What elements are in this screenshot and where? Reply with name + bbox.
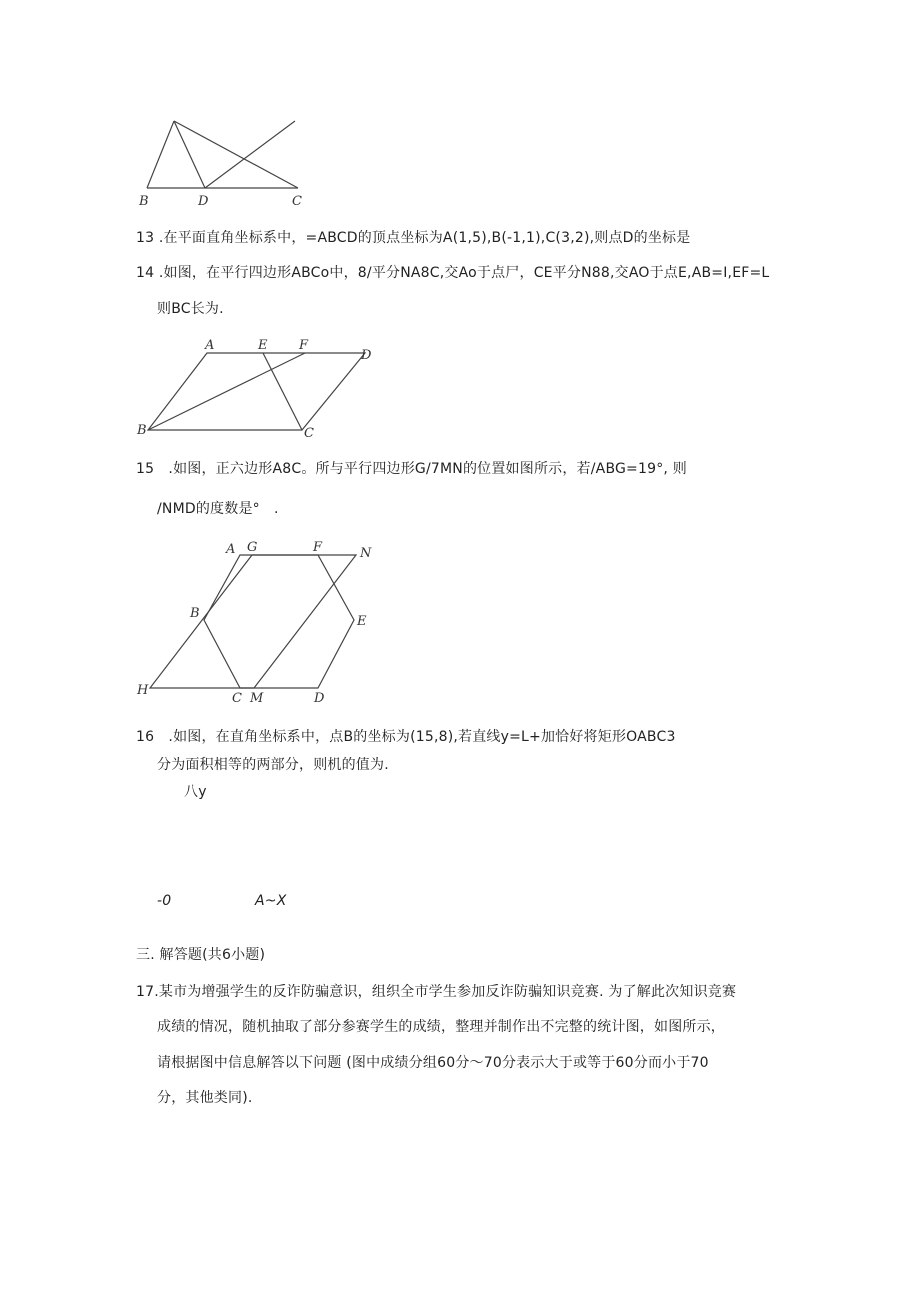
fig12-label-B: B: [139, 194, 149, 209]
fig14-label-C: C: [304, 426, 314, 441]
question-14-line1: 14 .如图，在平行四边形ABCo中，8/平分NA8C,交Ao于点尸，CE平分N88,交AO于点E,AB=I,EF=L: [136, 265, 770, 281]
fig15-label-A: A: [226, 542, 236, 557]
question-15-line1: 15 .如图，正六边形A8C。所与平行四边形G/7MN的位置如图所示，若/ABG=19°, 则: [136, 461, 687, 477]
fig12-label-D: D: [198, 194, 209, 209]
fig15-label-D: D: [314, 691, 325, 706]
question-16-line1: 16 .如图，在直角坐标系中，点B的坐标为(15,8),若直线y=L+加恰好将矩形OABC3: [136, 729, 676, 745]
fig14-label-A: A: [205, 338, 215, 353]
fig14-label-E: E: [258, 338, 268, 353]
fig16-x-axis-label: A~X: [255, 893, 287, 909]
question-14-line2: 则BC长为.: [157, 301, 224, 317]
fig15-label-E: E: [357, 614, 367, 629]
fig14-label-D: D: [361, 348, 372, 363]
fig15-parallelogram: [150, 555, 356, 688]
section-3-title: 三. 解答题(共6小题): [136, 947, 266, 963]
fig15-hexagon: [204, 555, 354, 688]
fig15-label-F: F: [313, 540, 323, 555]
question-13: 13 .在平面直角坐标系中，=ABCD的顶点坐标为A(1,5),B(-1,1),C(3,2),则点D的坐标是: [136, 230, 691, 246]
fig15-label-N: N: [360, 546, 372, 561]
fig14-label-B: B: [137, 423, 147, 438]
fig16-origin-label: -0: [157, 893, 172, 909]
question-15-line2: /NMD的度数是° .: [157, 501, 279, 517]
question-16-line2: 分为面积相等的两部分，则机的值为.: [157, 757, 389, 773]
fig15-label-C: C: [232, 691, 242, 706]
question-17-line1: 17.某市为增强学生的反诈防骗意识，组织全市学生参加反诈防骗知识竞赛. 为了解此次知识竞赛: [136, 984, 737, 1000]
question-17-line4: 分，其他类同).: [157, 1090, 253, 1106]
fig15-label-B: B: [190, 606, 200, 621]
fig15-label-G: G: [247, 540, 258, 555]
question-17-line2: 成绩的情况，随机抽取了部分参赛学生的成绩，整理并制作出不完整的统计图，如图所示，: [157, 1019, 725, 1035]
fig15-label-M: M: [250, 691, 264, 706]
fig12-label-C: C: [292, 194, 302, 209]
fig14-label-F: F: [299, 338, 309, 353]
fig15-label-H: H: [137, 683, 149, 698]
fig16-y-axis-label: 八y: [184, 784, 207, 800]
question-17-line3: 请根据图中信息解答以下问题 (图中成绩分组60分～70分表示大于或等于60分而小于70: [157, 1055, 709, 1071]
